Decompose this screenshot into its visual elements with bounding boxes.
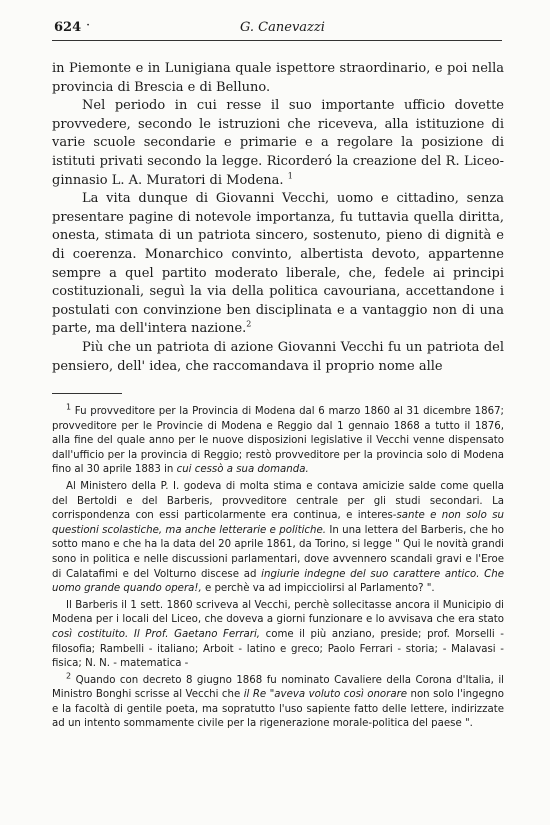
footnote-1-para-3-a: Il Barberis il 1 sett. 1860 scriveva al Vecchi, perchè sollecitasse ancora il Municipio di Modena per i locali del Liceo, che doveva a giorni funzionare e lo avvisava che era stato <box>52 599 504 626</box>
paragraph-4: Più che un patriota di azione Giovanni Vecchi fu un patriota del pensiero, dell' idea, che raccomandava il proprio nome alle <box>52 339 504 374</box>
footnote-1-para-2-italic: sante e non solo su questioni scolastiche, ma anche letterarie e politiche. <box>52 510 504 536</box>
footnote-1-para-3-b: come il più anziano, preside; prof. Morselli - filosofia; Rambelli - italiano; Arboit - latino e greco; Paolo Ferrari - storia; - Malavasi - fisica; N. N. - matematica - <box>52 628 504 670</box>
footnote-1 <box>52 402 504 478</box>
header-rule <box>52 40 502 41</box>
paragraph-3-text: La vita dunque di Giovanni Vecchi, uomo e cittadino, senza presentare pagine di notevole importanza, fu tuttavia quella diritta, onesta, stimata di un patriota sincero, sostenuto, pieno di dignità e di coerenza. Monarchico convinto, albertista devoto, appartenne sempre a quel partito moderato liberale, che, fedele ai principi costituzionali, seguì la via della politica cavouriana, accettandone i postulati con convinzione ben disciplinata e a vantaggio non di una parte, ma dell'intera nazione. <box>52 191 504 337</box>
footnote-2-number: 2 <box>66 671 72 681</box>
footnote-2-b: non solo l'ingegno e la facoltà di gentile poeta, ma sopratutto l'uso sapiente fatto delle lettere, indirizzate ad un intento sommamente civile per la rigenerazione morale-politica del paese ". <box>52 689 504 730</box>
paragraph-2 <box>52 97 504 190</box>
paragraph-2-text: Nel periodo in cui resse il suo importante ufficio dovette provvedere, secondo le istruzioni che riceveva, alla istituzione di varie scuole secondarie e primarie e a regolare la posizione di istituti privati secondo la legge. Ricorderó la creazione del R. Liceo-ginnasio L. A. Muratori di Modena. <box>52 98 504 188</box>
main-text <box>52 60 504 376</box>
footnote-ref-2: 2 <box>246 319 252 329</box>
paragraph-3 <box>52 190 504 339</box>
footnote-rule <box>52 393 122 394</box>
footnote-1-para-2-c: e perchè va ad impicciolirsi al Parlamento? ". <box>204 583 435 595</box>
header-separator: · <box>86 18 91 33</box>
footnote-1-para-2 <box>52 480 504 597</box>
footnote-1-number: 1 <box>66 402 72 412</box>
footnote-ref-1: 1 <box>287 171 293 181</box>
running-header <box>52 18 502 40</box>
footnote-1-text: Fu provveditore per la Provincia di Modena dal 6 marzo 1860 al 31 dicembre 1867; provveditore per le Provincie di Modena e Reggio dal 1 gennaio 1868 a tutto il 1876, alla fine del quale anno per le nuove disposizioni legislative il Vecchi venne dispensato dall'ufficio per la provincia di Reggio; restò provveditore per la provincia solo di Modena fino al 30 aprile 1883 in <box>52 406 504 476</box>
footnote-1-para-3-italic: così costituito. Il Prof. Gaetano Ferrari, <box>52 628 261 640</box>
running-head-author: G. Canevazzi <box>240 20 325 35</box>
paragraph-1: in Piemonte e in Lunigiana quale ispettore straordinario, e poi nella provincia di Brescia e di Belluno. <box>52 61 504 95</box>
footnote-1-para-2-italic-2: ingiurie indegne del suo carattere antico. Che uomo grande quando opera!, <box>52 568 504 595</box>
footnote-1-para-2-a: Al Ministero della P. I. godeva di molta stima e contava amicizie salde come quella del Bertoldi e del Barberis, provveditore centrale per gli studi secondari. La corrispondenza con essi particolarmente era continua, e interes- <box>52 480 504 522</box>
page-number: 624 <box>54 20 82 35</box>
footnote-2-italic: il Re "aveva voluto così onorare <box>243 689 408 701</box>
footnote-1-para-3 <box>52 599 504 672</box>
footnote-2-a: Quando con decreto 8 giugno 1868 fu nominato Cavaliere della Corona d'Italia, il Ministro Bonghi scrisse al Vecchi che <box>52 674 504 701</box>
footnote-1-italic: cui cessò a sua domanda. <box>176 464 309 476</box>
footnote-1-para-2-b: In una lettera del Barberis, che ho sotto mano e che ha la data del 20 aprile 1861, da Torino, si legge " Qui le novità grandi sono in politica e nelle discussioni parlamentari, dove avvennero scandali gravi e l'Eroe di Calatafimi e del Volturno discese ad <box>52 524 504 580</box>
footnotes <box>52 402 504 734</box>
footnote-2 <box>52 671 504 732</box>
